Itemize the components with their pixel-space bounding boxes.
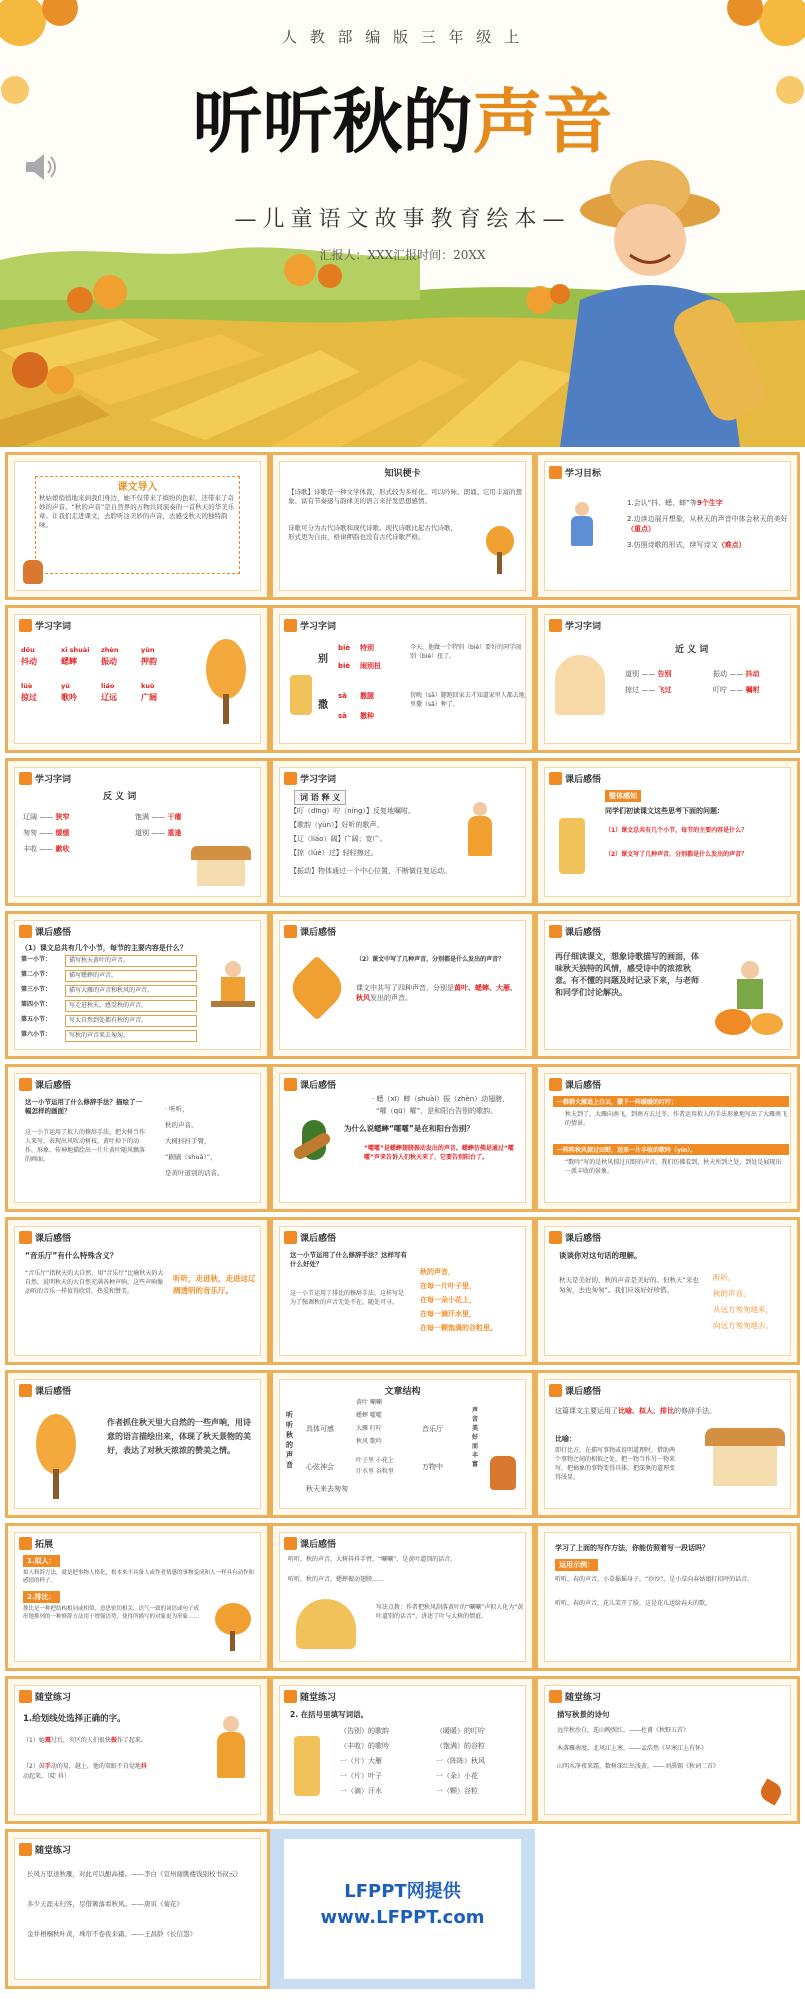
poem-line: 大树抖抖手臂， — [165, 1137, 211, 1145]
meaning-1: 【叮（dīng）咛（níng）】反复地嘱咐。 — [290, 807, 416, 815]
section-key: 第五小节： — [21, 1016, 52, 1023]
concert-header: 课后感悟 — [19, 1231, 71, 1245]
bie-note: 今天，他做一个特别（bié）要好的同学闹别（biè）扭了。 — [410, 644, 522, 660]
slide-reflection-1[interactable] — [535, 758, 800, 906]
section-value: 描写秋天黄叶的声音。 — [65, 955, 197, 967]
parallel-line-4: 在每一滴汗水里， — [420, 1310, 476, 1318]
slide-writing-tips[interactable] — [270, 1523, 535, 1671]
sa-py-2: sā — [338, 712, 347, 720]
ant-pair-1: 辽阔 —— 狭窄 — [23, 813, 70, 821]
bie-py-1: biè — [338, 644, 351, 652]
slide-knowledge-card[interactable] — [270, 452, 535, 600]
sections-question: （1）课文总共有几个小节，每节的主要内容是什么？ — [21, 944, 187, 952]
parallel-line-1: 秋的声音， — [420, 1268, 455, 1276]
section-value: 写大自然到处都有秋的声音。 — [65, 1015, 197, 1027]
geese-text: 秋天到了，大雁向南飞，到南方去过冬。作者运用拟人的手法形象地写出了大雁南飞的情景。 — [565, 1111, 788, 1127]
syn-pair-1: 道别 —— 告别 — [625, 670, 672, 678]
brand-box — [270, 1829, 535, 1989]
place-item: 汗水里 谷粒里 — [356, 1468, 394, 1475]
structure-b2: 心弦神会 — [306, 1463, 334, 1471]
pinyin-label: liáo — [101, 682, 115, 690]
header-icon — [284, 619, 297, 632]
sound-item: 黄叶 唰唰 — [356, 1399, 382, 1406]
parallel-line-3: 在每一朵小花上， — [420, 1296, 476, 1304]
slide-learning-goals[interactable] — [535, 452, 800, 600]
syn-pair-2: 振动 —— 抖动 — [713, 670, 760, 678]
section-key: 第四小节： — [21, 1001, 52, 1008]
header-icon — [284, 925, 297, 938]
parallel-question: 这一小节运用了什么修辞手法？这样写有什么好处？ — [290, 1251, 407, 1268]
bie-py-2: biè — [338, 662, 351, 670]
poem-item: 山明水净夜来霜，数树深红出浅黄。——刘禹锡《秋词二首》 — [557, 1763, 720, 1770]
slide-summary[interactable] — [5, 1370, 270, 1518]
sound-item: 大雁 叮咛 — [356, 1425, 382, 1432]
fill-item: 一（阵阵）秋风 — [436, 1757, 485, 1765]
sa-word-2: 撒种 — [360, 712, 374, 720]
edition-label: 人 教 部 编 版 三 年 级 上 — [281, 28, 524, 46]
fill-list-right — [436, 1726, 526, 1806]
syn-pair-4: 叮咛 —— 嘱咐 — [713, 686, 760, 694]
sa-py-1: sǎ — [338, 692, 347, 700]
bie-word-2: 闹别扭 — [360, 662, 381, 670]
section-key: 第三小节： — [21, 986, 52, 993]
header-icon — [19, 1537, 32, 1550]
structure-root: 听听秋的声音 — [286, 1411, 293, 1469]
cover-slide — [0, 0, 805, 447]
fill-item: 一（滴）汗水 — [340, 1787, 382, 1795]
house-icon — [555, 655, 605, 715]
structure-title: 文章结构 — [384, 1387, 421, 1397]
header-icon — [19, 1384, 32, 1397]
antonyms-header: 学习字词 — [19, 772, 71, 786]
header-icon — [19, 619, 32, 632]
parallel-header: 课后感悟 — [284, 1231, 336, 1245]
slide-synonyms[interactable] — [535, 605, 800, 753]
metaphor-label: 比喻： — [555, 1435, 576, 1443]
poem-item: 长风万里送秋雁，对此可以酣高楼。——李白《宣州谢朓楼饯别校书叔云》 — [27, 1870, 242, 1878]
haystack-icon — [296, 1599, 356, 1649]
poem-list — [557, 1726, 757, 1796]
extension-header: 拓展 — [19, 1537, 53, 1551]
autumn-tree-icon — [31, 1414, 81, 1504]
section-value: 写走进秋天，感受秋的声音。 — [65, 1000, 197, 1012]
slide-sounds[interactable] — [270, 911, 535, 1059]
understanding-line-4: 向远方匆匆地去。 — [713, 1321, 773, 1330]
intro-label: 课文导入 — [117, 482, 158, 493]
ant-pair-2: 匆匆 —— 缓缓 — [23, 829, 70, 837]
personification-label: 1.拟人： — [23, 1555, 60, 1567]
ant-pair-4: 饱满 —— 干瘪 — [135, 813, 182, 821]
cricket-line-2: “嚯（qū）嚯”，是和阳台告别的歌韵。 — [376, 1107, 498, 1115]
section-key: 第二小节： — [21, 971, 52, 978]
intro-text: 秋姑娘悄悄地来到我们身边，她不仅带来了缤纷的色彩，还带来了奇妙的声音。“秋的声音”是自然界的万物共同演奏的一首秋天的华美乐章。让我们走进课文，去聆听这美妙的声音，去感受秋天的独特韵味。 — [39, 494, 235, 529]
pinyin-label: yù — [61, 682, 70, 690]
header-icon — [284, 1078, 297, 1091]
slide-exercise-2[interactable] — [270, 1676, 535, 1824]
cricket-icon — [292, 1110, 336, 1170]
rhetoric1-question: 这一小节运用了什么修辞手法？描绘了一幅怎样的画面？ — [25, 1098, 142, 1115]
char-sa: 撒 — [318, 700, 328, 711]
slide-words-1[interactable] — [5, 605, 270, 753]
summary-header: 课后感悟 — [19, 1384, 71, 1398]
vocab-word: 押韵 — [141, 657, 157, 666]
slide-cricket[interactable] — [270, 1064, 535, 1212]
meaning-2: 【歌韵（yùn）】好听的歌声。 — [290, 821, 384, 829]
slide-rhetoric-summary[interactable] — [535, 1370, 800, 1518]
personification-text: 拟人修辞方法，就是把事物人格化，根本来不具备人或作者情感的事物变成和人一样具有动作和感情的样子。 — [23, 1570, 255, 1584]
header-icon — [549, 772, 562, 785]
header-icon — [549, 619, 562, 632]
section-value: 描写蟋蟀的声音。 — [65, 970, 197, 982]
sa-word-1: 撒腿 — [360, 692, 374, 700]
header-icon — [19, 1690, 32, 1703]
wheat-icon — [294, 1736, 320, 1796]
structure-d2: 万物中 — [422, 1463, 443, 1471]
goal-3: 3.仿照诗歌的形式，续写诗文（难点） — [627, 541, 746, 549]
section-value: 描写大雁的声音和秋风的声音。 — [65, 985, 197, 997]
girl-autumn-icon — [460, 802, 500, 862]
ex1-item-1: （1）她震过后，灾区的人们很快振作了起来。 — [23, 1737, 147, 1744]
vocab-word: 蟋蟀 — [61, 657, 77, 666]
title-orange: 声音 — [472, 81, 613, 163]
understanding-line-3: 从远方匆匆地来， — [713, 1305, 773, 1314]
ex2-title: 2. 在括号里填写词语。 — [290, 1710, 369, 1719]
parallelism-label: 2.排比： — [23, 1591, 60, 1603]
slide-antonyms[interactable] — [5, 758, 270, 906]
metaphor-text: 即打比方，在描写事物或说明道理时，借助两个事物之间的相似之处，把一物当作另一物来写，把抽象的事物变得具体，把深奥的道理变得浅显。 — [555, 1447, 676, 1481]
slide-grid — [0, 447, 805, 2010]
cricket-answer: “嚯嚯”是蟋蟀翅膀振动发出的声音。蟋蟀仿佛是通过“嚯嚯”声来告诉人们秋天来了，它要告别阳台了。 — [364, 1145, 514, 1161]
reporter-line: 汇报人：XXX汇报时间：20XX — [319, 248, 486, 262]
pinyin-label: kuò — [141, 682, 155, 690]
slide-exercise-4[interactable] — [5, 1829, 270, 1989]
poem-item: 多少天涯未归客，尽借篱落看秋风。——唐寅《菊花》 — [27, 1900, 183, 1908]
vocab-word: 振动 — [101, 657, 117, 666]
fill-item: （暖暖）的叮咛 — [436, 1727, 485, 1735]
meaning-5: 【振动】物体通过一个中心位置，不断做往复运动。 — [290, 867, 451, 875]
rhet-sum-header: 课后感悟 — [549, 1384, 601, 1398]
reflection1-header: 课后感悟 — [549, 772, 601, 786]
fill-item: （丰收）的歌吟 — [340, 1742, 389, 1750]
geese-bar: 一群群大雁追上白云，撒下一阵暖暖的叮咛； — [553, 1096, 789, 1107]
sounds-header: 课后感悟 — [284, 925, 336, 939]
ex1-item-2: （2）鼓手动的易，越上，他的双眼不自觉地抖动起来。（陡 抖） — [23, 1763, 147, 1780]
sections-header: 课后感悟 — [19, 925, 71, 939]
header-icon — [549, 1384, 562, 1397]
poem-item: 金井梧桐秋叶黄，珠帘不卷夜来霜。——王昌龄《长信怨》 — [27, 1930, 196, 1938]
page-title — [0, 80, 805, 164]
poem-line: “刷刷（shuā）”， — [165, 1153, 217, 1161]
header-icon — [549, 925, 562, 938]
ex4-header: 随堂练习 — [19, 1843, 71, 1857]
ex1-header: 随堂练习 — [19, 1690, 71, 1704]
girl-icon — [567, 502, 597, 562]
rhetoric1-answer: 这一小节运用了拟人的修辞手法，把大树当作人来写，表现出风吹动树枝，黄叶掉下的动作，形象、传神地描绘出一片片黄叶随风飘落的画面。 — [25, 1129, 146, 1163]
wheat-icon — [290, 675, 312, 715]
meanings-label: 词 语 释 义 — [294, 790, 346, 805]
place-item: 叶子里 小花上 — [356, 1457, 394, 1464]
pinyin-label: xī shuài — [61, 646, 90, 654]
maple-leaf-icon — [284, 955, 349, 1020]
sa-note: 傍晚（sā）腿跑回家去才知道家里人都去地里撒（sǎ）种了。 — [410, 692, 525, 708]
section-key: 第六小节： — [21, 1031, 52, 1038]
pinyin-word-grid — [21, 645, 181, 715]
parallel-line-5: 在每一颗饱满的谷粒里。 — [420, 1324, 497, 1332]
section-value: 写秋的声音来去匆匆。 — [65, 1030, 197, 1042]
imitation-question: 学习了上面的写作方法，你能仿照着写一段话吗？ — [555, 1544, 709, 1552]
pinyin-label: yùn — [141, 646, 155, 654]
poem-lines — [165, 1104, 260, 1194]
header-icon — [19, 1843, 32, 1856]
fill-item: 一（片）叶子 — [340, 1772, 382, 1780]
tips-line-2: 听听，秋的声音，蟋蟀振动翅膀…… — [288, 1576, 385, 1583]
example-label: 运用示例： — [555, 1559, 598, 1571]
meanings-header: 学习字词 — [284, 772, 336, 786]
subtitle: —儿童语文故事教育绘本— — [234, 207, 571, 232]
vocab-word: 广阔 — [141, 693, 157, 702]
poem-line: 是黄叶道别的话音。 — [165, 1169, 224, 1177]
goal-1: 1.会认“抖、蟋、蟀”等9个生字 — [627, 499, 723, 507]
rhet-sum-line: 这篇课文主要运用了比喻、拟人、排比的修辞手法。 — [555, 1407, 716, 1415]
parallel-line-2: 在每一片叶子里， — [420, 1282, 476, 1290]
ex3-header: 随堂练习 — [549, 1690, 601, 1704]
example-p2: 听听，春的声音，花儿笑开了脸，这是花儿送给春天的歌。 — [555, 1600, 712, 1607]
poem-line: 秋的声音， — [165, 1121, 198, 1129]
slide-geese-wind[interactable] — [535, 1064, 800, 1212]
concert-answer: “音乐厅”指秋天的大自然，用“音乐厅”比喻秋天的大自然，说明秋天的大自然充满各种声响，这些声响像动听的音乐一样值得欣赏，热爱和赞美。 — [25, 1270, 164, 1295]
understanding-line-1: 听听， — [713, 1273, 736, 1282]
fill-item: 一（片）大雁 — [340, 1757, 382, 1765]
structure-d1: 音乐厅 — [422, 1425, 443, 1433]
pinyin-label: zhèn — [101, 646, 119, 654]
structure-b1: 具体可感 — [306, 1425, 334, 1433]
poem-list-2 — [27, 1869, 259, 1979]
ex2-header: 随堂练习 — [284, 1690, 336, 1704]
section-key: 第一小节： — [21, 956, 52, 963]
antonyms-title: 反 义 词 — [103, 792, 137, 802]
fill-item: 一（颗）谷粒 — [436, 1787, 478, 1795]
slide-rhetoric-1[interactable] — [5, 1064, 270, 1212]
ex1-title: 1.给划线处选择正确的字。 — [23, 1714, 126, 1724]
girl-icon — [211, 1716, 251, 1796]
understanding-line-2: 秋的声音， — [713, 1289, 751, 1298]
sound-item: 蟋蟀 嚯嚯 — [356, 1412, 382, 1419]
slide-lesson-intro[interactable] — [5, 452, 270, 600]
header-icon — [549, 466, 562, 479]
perception-label: 整体感知 — [605, 790, 641, 802]
autumn-tree-icon — [201, 639, 251, 729]
vocab-word: 辽远 — [101, 693, 117, 702]
perception-q1: （1）课文总共有几个小节，每节的主要内容是什么？ — [605, 827, 748, 834]
header-icon — [549, 1078, 562, 1091]
sounds-answer: 课文中共写了四种声音，分别是黄叶、蟋蟀、大雁、秋风发出的声音。 — [356, 984, 517, 1002]
wheat-bundle-icon — [559, 818, 585, 874]
poem-line: · 听听， — [165, 1105, 189, 1113]
pinyin-label: dǒu — [21, 646, 35, 654]
tips-header: 课后感悟 — [284, 1537, 336, 1551]
pinyin-label: lüè — [21, 682, 33, 690]
structure-b3: 秋天来去匆匆 — [306, 1485, 348, 1493]
header-icon — [19, 1078, 32, 1091]
fill-item: （饱满）的谷粒 — [436, 1742, 485, 1750]
header-icon — [549, 1231, 562, 1244]
rhetoric1-header: 课后感悟 — [19, 1078, 71, 1092]
meaning-4: 【掠（lüè）过】轻轻擦过。 — [290, 849, 378, 857]
concert-quote: 听听，走进秋，走进这辽阔透明的音乐厅。 — [173, 1274, 256, 1295]
header-icon — [284, 1231, 297, 1244]
hut-icon — [705, 1428, 785, 1488]
brand-line-2[interactable]: www.LFPPT.com — [320, 1907, 485, 1928]
synonyms-title: 近 义 词 — [675, 645, 709, 655]
poem-item: 木落雁南度，北风江上寒。——孟浩然《早寒江上有怀》 — [557, 1745, 708, 1752]
understanding-answer: 秋天是美好的，秋的声音是美好的。但秋天“来也匆匆，去也匆匆”。我们应该好好珍惜。 — [559, 1276, 699, 1294]
header-icon — [19, 772, 32, 785]
char-bie: 别 — [318, 654, 328, 665]
ant-pair-3: 丰收 —— 歉收 — [23, 845, 70, 853]
header-icon — [549, 1690, 562, 1703]
ex3-title: 描写秋景的诗句 — [557, 1710, 610, 1719]
slide-words-2[interactable] — [270, 605, 535, 753]
example-p1: 听听，春的声音，小草摇摇身子，“沙沙”，是小草向春姑娘打招呼的话音。 — [555, 1576, 754, 1583]
header-icon — [284, 772, 297, 785]
words2-header: 学习字词 — [284, 619, 336, 633]
knowledge-p1: 【诗歌】诗歌是一种文学体裁，形式较为多样化。可以吟咏、朗诵。它用丰富的想象、富有节奏感与韵律美的语言来抒发思想感情。 — [288, 488, 522, 505]
words1-header: 学习字词 — [19, 619, 71, 633]
vocab-word: 抖动 — [21, 657, 37, 666]
structure-conclusion: 声音美好而丰富 — [472, 1407, 479, 1468]
header-icon — [284, 1690, 297, 1703]
slide-understanding[interactable] — [535, 1217, 800, 1365]
synonyms-header: 学习字词 — [549, 619, 601, 633]
sections-list — [21, 955, 201, 1047]
reread-header: 课后感悟 — [549, 925, 601, 939]
slide-sections[interactable] — [5, 911, 270, 1059]
squirrel-icon — [490, 1456, 516, 1490]
cricket-header: 课后感悟 — [284, 1078, 336, 1092]
squirrel-icon — [23, 560, 43, 584]
sounds-question: （2）课文中写了几种声音，分别都是什么发出的声音？ — [356, 956, 505, 963]
sound-item: 秋风 歌吟 — [356, 1438, 382, 1445]
understanding-header: 课后感悟 — [549, 1231, 601, 1245]
wind-bar: 一阵阵秋风掠过田野，送来一片丰收的歌吟（yín）。 — [553, 1144, 789, 1155]
fill-item: 一（朵）小花 — [436, 1772, 478, 1780]
slide-exercise-3[interactable] — [535, 1676, 800, 1824]
parallel-answer: 这一小节运用了排比的修辞手法，这样写是为了强调秋的声音无处不在，随处可寻。 — [290, 1290, 405, 1306]
slide-imitation[interactable] — [535, 1523, 800, 1671]
pumpkin-boy-icon — [715, 961, 785, 1041]
geese-header: 课后感悟 — [549, 1078, 601, 1092]
perception-q2: （2）课文写了几种声音，分别都是什么发出的声音？ — [605, 851, 748, 858]
slide-reread[interactable] — [535, 911, 800, 1059]
vocab-word: 掠过 — [21, 693, 37, 702]
concert-question: “音乐厅”有什么特殊含义？ — [25, 1251, 118, 1260]
leaf-icon — [757, 1778, 784, 1805]
ant-pair-5: 道别 —— 重逢 — [135, 829, 182, 837]
tips-line-1: 听听，秋的声音，大树抖抖手臂，“唰唰”，是黄叶道别的话音。 — [288, 1556, 457, 1563]
slide-extension[interactable] — [5, 1523, 270, 1671]
header-icon — [19, 1231, 32, 1244]
parallelism-text: 排比是一种把结构相同或相似，意思密切相关，语气一致的词语或句子成串地排列的一种修辞方法用于增强语势，使得所描写的对象更为形象…… — [23, 1606, 200, 1620]
bie-word-1: 特别 — [360, 644, 374, 652]
vocab-word: 歌吟 — [61, 693, 77, 702]
header-icon — [284, 1537, 297, 1550]
brand-line-1: LFPPT网提供 — [344, 1881, 461, 1902]
goals-header: 学习目标 — [549, 466, 601, 480]
reread-text: 再仔细读课文，想象诗歌描写的画面，体味秋天独特的风情，感受诗中的浓浓秋意。有不懂的问题及时记录下来，与老师和同学们讨论解决。 — [555, 952, 699, 997]
poem-item: 远岸秋沙白，连山晚照红。——杜甫《秋野五首》 — [557, 1727, 690, 1734]
knowledge-p2: 诗歌可分为古代诗歌和现代诗歌。现代诗歌比起古代诗歌，形式更为自由，格律押韵也没有古代诗歌严格。 — [288, 524, 457, 541]
cricket-line-1: · 蟋（xī）蟀（shuài）振（zhèn）动翅膀， — [372, 1095, 510, 1103]
cricket-question: 为什么说蟋蟀“嚯嚯”是在和阳台告别？ — [344, 1124, 474, 1133]
perception-intro: 同学们初读课文这些思考下面的问题： — [605, 807, 724, 815]
summary-text: 作者抓住秋天里大自然的一些声响，用诗意的语言描绘出来，体现了秋天景物的美好，表达了对秋天浓浓的赞美之情。 — [107, 1418, 251, 1455]
tree-icon — [211, 1603, 255, 1653]
tree-icon — [478, 526, 518, 576]
header-icon — [19, 925, 32, 938]
slide-structure[interactable] — [270, 1370, 535, 1518]
fill-list-left — [340, 1726, 430, 1806]
title-black: 听听秋的 — [192, 81, 473, 163]
boy-desk-icon — [211, 961, 255, 1031]
meaning-3: 【辽（liáo）阔】广阔；宽广。 — [290, 835, 387, 843]
hut-icon — [191, 846, 251, 888]
structure-sounds-list — [356, 1398, 416, 1454]
wind-text: “歌吟”写的是秋风掠过田野的声音。我们仿佛看到，秋天所到之处，到处是展现出一派丰收的景象。 — [565, 1159, 782, 1175]
understanding-question: 谈谈你对这句话的理解。 — [559, 1251, 642, 1260]
goal-2: 2.边读边展开想象，从秋天的声音中体会秋天的美好（重点） — [627, 515, 788, 533]
knowledge-title: 知识梗卡 — [384, 469, 421, 479]
slide-exercise-1[interactable] — [5, 1676, 270, 1824]
fill-item: （告别）的歌韵 — [340, 1727, 389, 1735]
tips-analysis: 写法点拨：作者把秋风刮落黄叶的“唰唰”声拟人化为“黄叶道别的话音”，讲述了叶与大树的情谊。 — [376, 1604, 524, 1620]
structure-places-list — [356, 1456, 416, 1478]
slide-word-meanings[interactable] — [270, 758, 535, 906]
syn-pair-3: 掠过 —— 飞过 — [625, 686, 672, 694]
slide-parallelism[interactable] — [270, 1217, 535, 1365]
slide-concert-hall[interactable] — [5, 1217, 270, 1365]
